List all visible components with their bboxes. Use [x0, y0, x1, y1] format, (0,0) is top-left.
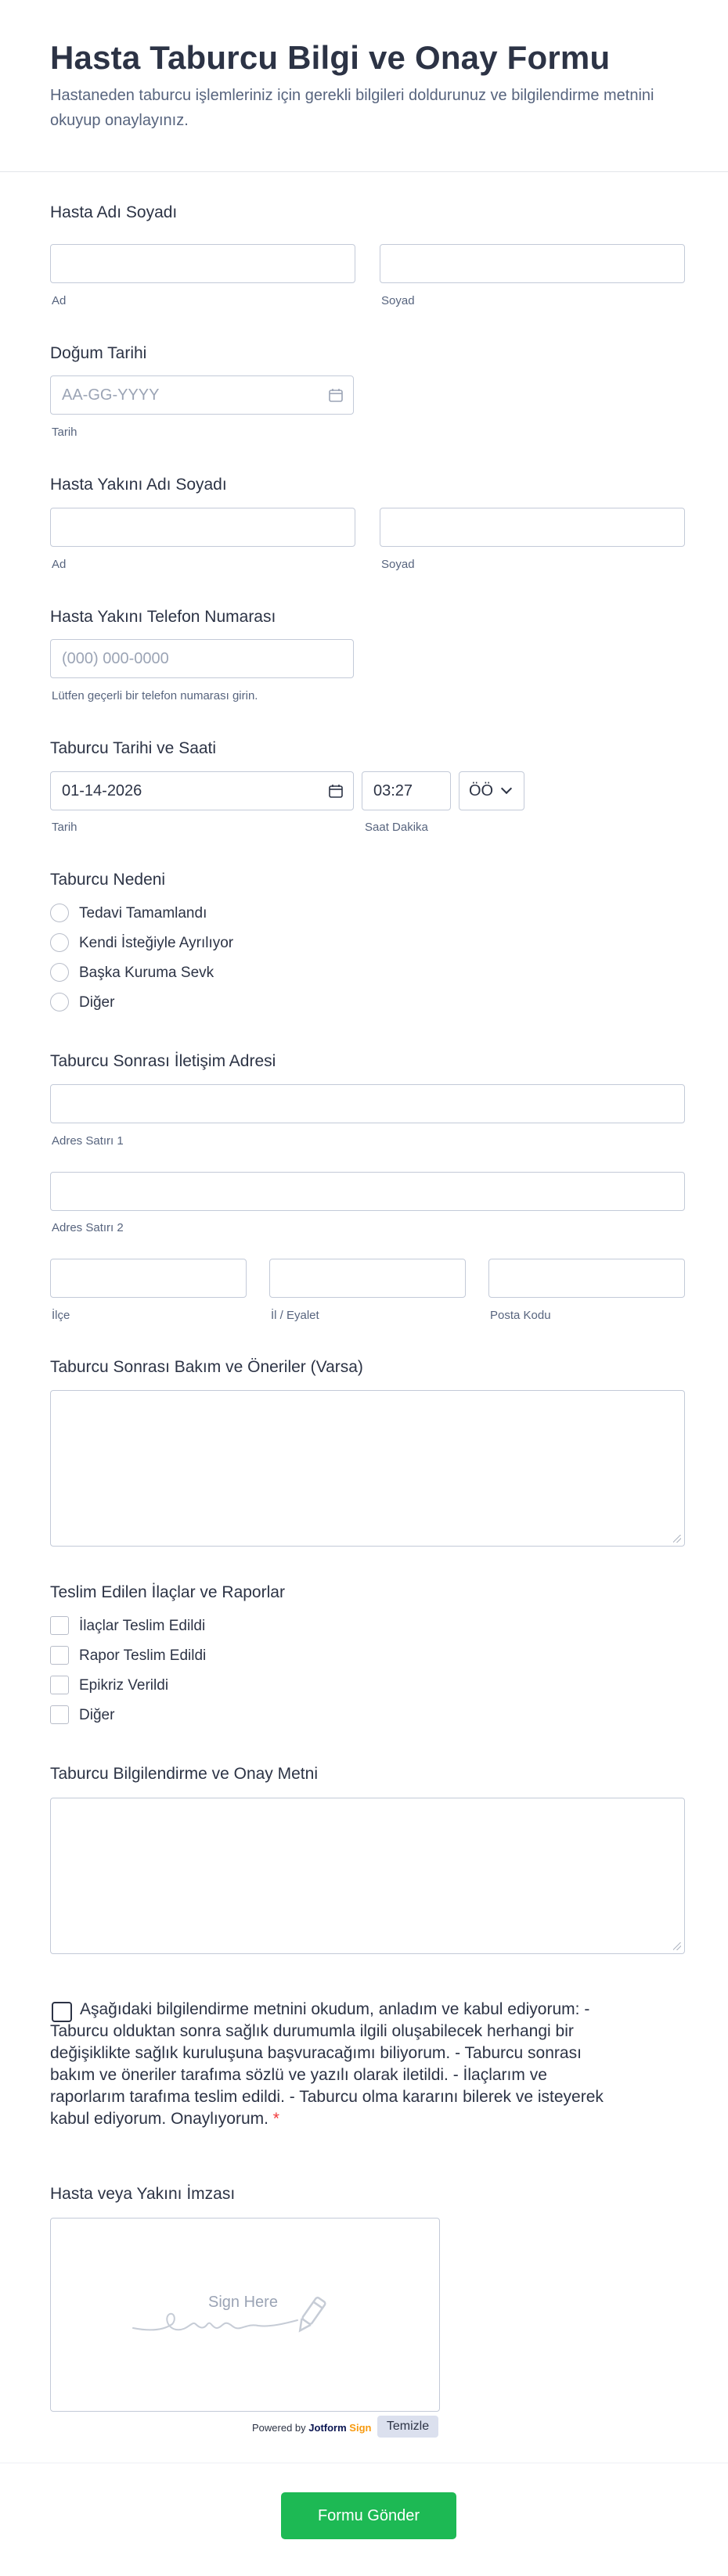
radio-label: Tedavi Tamamlandı [79, 905, 207, 922]
consent-text-textarea[interactable] [50, 1798, 685, 1954]
discharge-time-input[interactable] [362, 771, 451, 810]
address-line1-sublabel: Adres Satırı 1 [52, 1134, 124, 1148]
relative-last-name-sublabel: Soyad [381, 558, 415, 571]
radio-other[interactable] [50, 993, 69, 1011]
signature-label: Hasta veya Yakını İmzası [50, 2185, 236, 2203]
relative-name-label: Hasta Yakını Adı Soyadı [50, 476, 227, 494]
patient-first-name-input[interactable] [50, 244, 355, 283]
consent-statement [50, 1999, 614, 2130]
radio-label: Diğer [79, 994, 115, 1011]
checkbox-other[interactable] [50, 1705, 69, 1724]
address-line2-input[interactable] [50, 1172, 685, 1211]
patient-first-name-sublabel: Ad [52, 294, 67, 307]
form-title: Hasta Taburcu Bilgi ve Onay Formu [50, 39, 611, 76]
ampm-value: ÖÖ [469, 781, 494, 799]
discharge-time-sublabel: Saat Dakika [365, 821, 428, 834]
radio-label: Başka Kuruma Sevk [79, 965, 214, 981]
district-sublabel: İlçe [52, 1309, 70, 1322]
birth-date-placeholder: AA-GG-YYYY [62, 386, 160, 404]
relative-first-name-sublabel: Ad [52, 558, 67, 571]
radio-treatment-completed[interactable] [50, 904, 69, 922]
header-divider [0, 171, 728, 172]
sign-here-placeholder: Sign Here [208, 2294, 278, 2311]
resize-handle-icon[interactable] [673, 1942, 681, 1950]
checkbox-label: Epikriz Verildi [79, 1677, 169, 1694]
radio-label: Kendi İsteğiyle Ayrılıyor [79, 935, 234, 951]
patient-last-name-input[interactable] [380, 244, 685, 283]
relative-phone-input[interactable] [50, 639, 354, 678]
district-input[interactable] [50, 1259, 247, 1298]
relative-phone-label: Hasta Yakını Telefon Numarası [50, 608, 276, 626]
patient-name-label: Hasta Adı Soyadı [50, 203, 178, 221]
radio-own-request[interactable] [50, 933, 69, 952]
calendar-icon[interactable] [328, 387, 344, 403]
resize-handle-icon[interactable] [673, 1535, 681, 1543]
powered-suffix: Sign [349, 2422, 372, 2434]
checkbox-report[interactable] [50, 1646, 69, 1665]
delivered-items-label: Teslim Edilen İlaçlar ve Raporlar [50, 1583, 285, 1601]
relative-first-name-input[interactable] [50, 508, 355, 547]
submit-button[interactable]: Formu Gönder [281, 2492, 456, 2539]
relative-phone-sublabel: Lütfen geçerli bir telefon numarası girin. [52, 689, 258, 702]
calendar-icon[interactable] [328, 783, 344, 799]
postal-code-input[interactable] [488, 1259, 685, 1298]
address-line2-sublabel: Adres Satırı 2 [52, 1221, 124, 1234]
birth-date-label: Doğum Tarihi [50, 344, 147, 362]
form-subtitle: Hastaneden taburcu işlemleriniz için gerekli bilgileri doldurunuz ve bilgilendirme metnini okuyup onaylayınız. [50, 87, 654, 129]
chevron-down-icon [501, 783, 512, 794]
address-label: Taburcu Sonrası İletişim Adresi [50, 1052, 276, 1070]
consent-text-label: Taburcu Bilgilendirme ve Onay Metni [50, 1765, 318, 1783]
province-input[interactable] [269, 1259, 466, 1298]
care-notes-label: Taburcu Sonrası Bakım ve Öneriler (Varsa) [50, 1358, 363, 1376]
radio-transfer[interactable] [50, 963, 69, 982]
consent-text: Aşağıdaki bilgilendirme metnini okudum, anladım ve kabul ediyorum: - Taburcu olduktan sonra sağlık durumumla ilgili oluşabilecek herhangi bir değişiklikte sağlık kuruluşuna başvuracağımı biliyorum. - Taburcu sonrası bakım ve öneriler tarafıma sözlü ve yazılı olarak iletildi. - İlaçlarım ve raporlarım tarafıma teslim edildi. - Taburcu olma kararını bilerek ve isteyerek kabul ediyorum. Onaylıyorum. [50, 2000, 604, 2128]
checkbox-label: Diğer [79, 1707, 115, 1723]
checkbox-epicrisis[interactable] [50, 1676, 69, 1694]
patient-last-name-sublabel: Soyad [381, 294, 415, 307]
powered-brand: Jotform [308, 2422, 347, 2434]
discharge-time-value: 03:27 [373, 781, 413, 799]
clear-signature-button[interactable]: Temizle [377, 2416, 438, 2438]
powered-prefix: Powered by [252, 2422, 306, 2434]
address-line1-input[interactable] [50, 1084, 685, 1123]
province-sublabel: İl / Eyalet [271, 1309, 319, 1322]
discharge-date-input[interactable] [50, 771, 354, 810]
birth-date-input[interactable] [50, 375, 354, 415]
discharge-reason-label: Taburcu Nedeni [50, 871, 166, 889]
care-notes-textarea[interactable] [50, 1390, 685, 1547]
ampm-select[interactable] [459, 771, 524, 810]
powered-by [252, 2422, 371, 2434]
checkbox-label: İlaçlar Teslim Edildi [79, 1618, 206, 1634]
discharge-date-value: 01-14-2026 [62, 781, 142, 799]
checkbox-label: Rapor Teslim Edildi [79, 1647, 207, 1664]
relative-last-name-input[interactable] [380, 508, 685, 547]
required-mark: * [272, 2110, 279, 2128]
birth-date-sublabel: Tarih [52, 426, 77, 439]
signature-pad[interactable] [50, 2218, 440, 2412]
discharge-date-sublabel: Tarih [52, 821, 77, 834]
discharge-datetime-label: Taburcu Tarihi ve Saati [50, 739, 217, 757]
checkbox-medications[interactable] [50, 1616, 69, 1635]
relative-phone-placeholder: (000) 000-0000 [62, 649, 169, 667]
postal-code-sublabel: Posta Kodu [490, 1309, 551, 1322]
